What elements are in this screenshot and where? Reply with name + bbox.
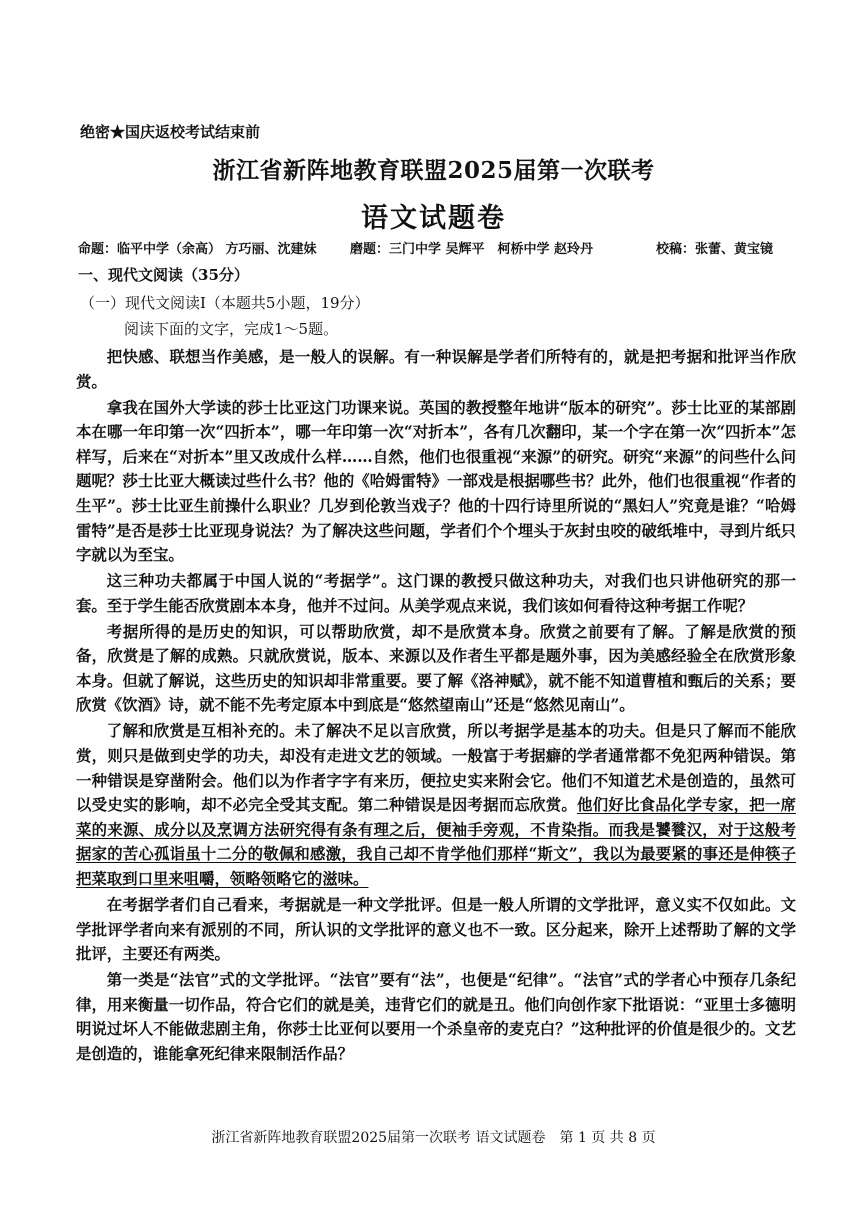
passage-paragraph: 考据所得的是历史的知识，可以帮助欣赏，却不是欣赏本身。欣赏之前要有了解。了解是欣赏的预备，欣赏是了解的成熟。只就欣赏说，版本、来源以及作者生平都是题外事，因为美感经验全在欣赏形象本身。但就了解说，这些历史的知识却非常重要。要了解《洛神赋》，就不能不知道曹植和甄后的关系；要欣赏《饮酒》诗，就不能不先考定原本中到底是“悠然望南山”还是“悠然见南山”。	[76, 622, 796, 715]
underlined-passage: 他们好比食品化学专家，把一席菜的来源、成分以及烹调方法研究得有条有理之后，便袖手旁观，不肯染指。而我是饕餮汉，对于这般考据家的苦心孤诣虽十二分的敬佩和感激，我自己却不肯学他们那样“斯文”，我以为最要紧的事还是伸筷子把菜取到口里来咀嚼，领略领略它的滋味。	[76, 796, 796, 889]
confidential-label: 绝密★国庆返校考试结束前	[80, 123, 261, 141]
passage-paragraph: 在考据学者们自己看来，考据就是一种文学批评。但是一般人所谓的文学批评，意义实不仅如此。文学批评学者向来有派别的不同，所认识的文学批评的意义也不一致。区分起来，除开上述帮助了解的文学批评，主要还有两类。	[76, 896, 796, 964]
passage-text: 了解和欣赏是互相补充的。未了解决不足以言欣赏，所以考据学是基本的功夫。但是只了解而不能欣赏，则只是做到史学的功夫，却没有走进文艺的领域。一般富于考据癖的学者通常都不免犯两种错误。第一种错误是穿凿附会。他们以为作者字字有来历，便拉史实来附会它。他们不知道艺术是创造的，虽然可以受史实的影响，却不必完全受其支配。第二种错误是因考据而忘欣赏。	[76, 722, 796, 815]
credits-line	[78, 238, 798, 257]
exam-title: 浙江省新阵地教育联盟2025届第一次联考	[212, 157, 655, 184]
paper-title: 语文试题卷	[361, 203, 506, 234]
subsection-heading: （一）现代文阅读Ⅰ（本题共5小题，19分）	[80, 294, 370, 312]
passage-paragraph: 拿我在国外大学读的莎士比亚这门功课来说。英国的教授整年地讲“版本的研究”。莎士比亚的某部剧本在哪一年印第一次“四折本”，哪一年印第一次“对折本”，各有几次翻印，某一个字在第一次“四折本”怎样写，后来在“对折本”里又改成什么样……自然，他们也很重视“来源”的研究。研究“来源”的问些什么问题呢？莎士比亚大概读过些什么书？他的《哈姆雷特》一部戏是根据哪些书？此外，他们也很重视“作者的生平”。莎士比亚生前操什么职业？几岁到伦敦当戏子？他的十四行诗里所说的“黑妇人”究竟是谁？“哈姆雷特”是否是莎士比亚现身说法？为了解决这些问题，学者们个个埋头于灰封虫咬的破纸堆中，寻到片纸只字就以为至宝。	[76, 398, 796, 565]
credits-polishers: 磨题：三门中学 吴辉平 柯桥中学 赵玲丹	[350, 242, 594, 257]
page-footer: 浙江省新阵地教育联盟2025届第一次联考 语文试题卷 第 1 页 共 8 页	[211, 1130, 656, 1146]
section-heading: 一、现代文阅读（35分）	[78, 266, 249, 284]
passage-paragraph: 把快感、联想当作美感，是一般人的误解。有一种误解是学者们所特有的，就是把考据和批评当作欣赏。	[76, 348, 796, 391]
passage-paragraph	[76, 719, 796, 891]
credits-reviewers: 校稿：张蕾、黄宝镜	[656, 242, 774, 257]
reading-instruction: 阅读下面的文字，完成1～5题。	[124, 320, 339, 338]
passage-paragraph: 第一类是“法官”式的文学批评。“法官”要有“法”，也便是“纪律”。“法官”式的学者心中预存几条纪律，用来衡量一切作品，符合它们的就是美，违背它们的就是丑。他们向创作家下批语说：“亚里士多德明明说过坏人不能做悲剧主角，你莎士比亚何以要用一个杀皇帝的麦克白？”这种批评的价值是很少的。文艺是创造的，谁能拿死纪律来限制活作品？	[76, 971, 796, 1063]
credits-setters: 命题：临平中学（余高） 方巧丽、沈建妹	[78, 242, 317, 257]
passage-paragraph: 这三种功夫都属于中国人说的“考据学”。这门课的教授只做这种功夫，对我们也只讲他研究的那一套。至于学生能否欣赏剧本本身，他并不过问。从美学观点来说，我们该如何看待这种考据工作呢？	[76, 572, 796, 615]
reading-passage	[76, 345, 796, 1068]
